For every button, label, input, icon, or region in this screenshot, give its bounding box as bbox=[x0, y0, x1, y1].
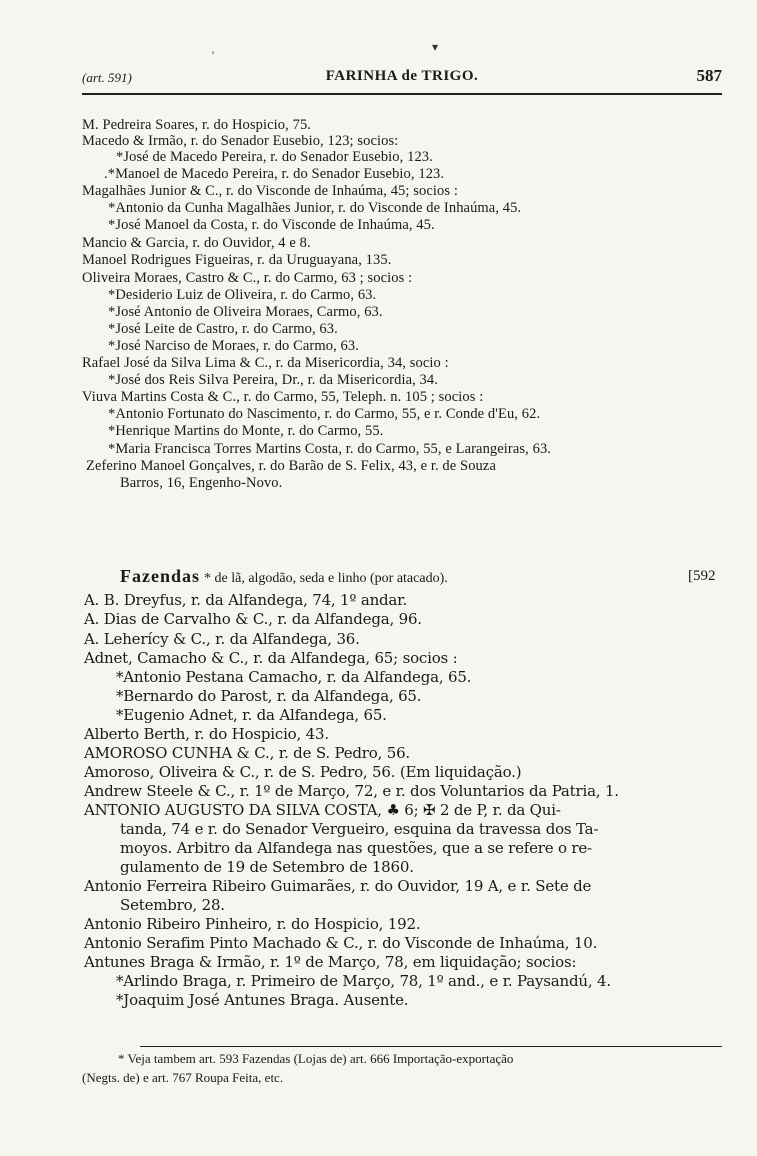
section-heading bbox=[120, 566, 448, 587]
article-reference: (art. 591) bbox=[82, 70, 132, 85]
directory-entry: *José Manoel da Costa, r. do Visconde de Inhaúma, 45. bbox=[108, 217, 435, 233]
directory-entry: Antunes Braga & Irmão, r. 1º de Março, 78, em liquidação; socios: bbox=[84, 953, 577, 971]
directory-entry: *Joaquim José Antunes Braga. Ausente. bbox=[116, 991, 409, 1009]
directory-entry: *José de Macedo Pereira, r. do Senador Eusebio, 123. bbox=[116, 149, 433, 165]
directory-entry: Zeferino Manoel Gonçalves, r. do Barão de S. Felix, 43, e r. de Souza bbox=[86, 458, 496, 474]
footnote-line: * Veja tambem art. 593 Fazendas (Lojas de) art. 666 Importação-exportação bbox=[118, 1051, 514, 1066]
print-mark: ' bbox=[212, 48, 215, 62]
directory-entry: Macedo & Irmão, r. do Senador Eusebio, 123; socios: bbox=[82, 133, 399, 149]
directory-entry: *Arlindo Braga, r. Primeiro de Março, 78, 1º and., e r. Paysandú, 4. bbox=[116, 972, 611, 990]
page-number: 587 bbox=[696, 66, 722, 85]
directory-entry: Oliveira Moraes, Castro & C., r. do Carmo, 63 ; socios : bbox=[82, 270, 413, 286]
directory-entry: Alberto Berth, r. do Hospicio, 43. bbox=[84, 725, 329, 743]
running-header bbox=[82, 66, 722, 90]
directory-entry: Amoroso, Oliveira & C., r. de S. Pedro, 56. (Em liquidação.) bbox=[84, 763, 522, 781]
directory-entry: Rafael José da Silva Lima & C., r. da Misericordia, 34, socio : bbox=[82, 355, 449, 371]
section-title: Fazendas bbox=[120, 566, 200, 586]
directory-entry: *José dos Reis Silva Pereira, Dr., r. da Misericordia, 34. bbox=[108, 372, 438, 388]
directory-entry: A. Dias de Carvalho & C., r. da Alfandega, 96. bbox=[84, 610, 422, 628]
directory-entry: AMOROSO CUNHA & C., r. de S. Pedro, 56. bbox=[84, 744, 410, 762]
section-subtitle: * de lã, algodão, seda e linho (por atacado). bbox=[204, 571, 448, 586]
header-rule bbox=[82, 93, 722, 95]
print-mark: ▾ bbox=[432, 40, 439, 54]
directory-entry: *Antonio Fortunato do Nascimento, r. do Carmo, 55, e r. Conde d'Eu, 62. bbox=[108, 406, 541, 422]
directory-entry: *Desiderio Luiz de Oliveira, r. do Carmo, 63. bbox=[108, 287, 377, 303]
directory-entry: *Antonio Pestana Camacho, r. da Alfandega, 65. bbox=[116, 668, 472, 686]
directory-entry: *Bernardo do Parost, r. da Alfandega, 65. bbox=[116, 687, 422, 705]
directory-entry: .*Manoel de Macedo Pereira, r. do Senador Eusebio, 123. bbox=[104, 166, 445, 182]
directory-entry: Manoel Rodrigues Figueiras, r. da Uruguayana, 135. bbox=[82, 252, 392, 268]
directory-entry: Adnet, Camacho & C., r. da Alfandega, 65; socios : bbox=[84, 649, 458, 667]
directory-entry: Setembro, 28. bbox=[120, 896, 225, 914]
directory-entry: Antonio Ribeiro Pinheiro, r. do Hospicio, 192. bbox=[84, 915, 421, 933]
directory-entry: tanda, 74 e r. do Senador Vergueiro, esquina da travessa dos Ta- bbox=[120, 820, 599, 838]
directory-entry: gulamento de 19 de Setembro de 1860. bbox=[120, 858, 414, 876]
page-title: FARINHA de TRIGO. bbox=[325, 68, 479, 84]
directory-entry: *Henrique Martins do Monte, r. do Carmo, 55. bbox=[108, 423, 384, 439]
directory-entry: Andrew Steele & C., r. 1º de Março, 72, e r. dos Voluntarios da Patria, 1. bbox=[84, 782, 619, 800]
directory-entry: Antonio Serafim Pinto Machado & C., r. do Visconde de Inhaúma, 10. bbox=[84, 934, 598, 952]
directory-entry: ANTONIO AUGUSTO DA SILVA COSTA, ♣ 6; ✠ 2 de P, r. da Qui- bbox=[84, 801, 561, 819]
directory-entry: A. Leherícy & C., r. da Alfandega, 36. bbox=[84, 630, 360, 648]
directory-entry: *José Leite de Castro, r. do Carmo, 63. bbox=[108, 321, 338, 337]
directory-entry: Barros, 16, Engenho-Novo. bbox=[120, 475, 283, 491]
directory-entry: *José Narciso de Moraes, r. do Carmo, 63. bbox=[108, 338, 359, 354]
footnote-line: (Negts. de) e art. 767 Roupa Feita, etc. bbox=[82, 1070, 284, 1085]
directory-entry: Mancio & Garcia, r. do Ouvidor, 4 e 8. bbox=[82, 235, 311, 251]
directory-entry: M. Pedreira Soares, r. do Hospicio, 75. bbox=[82, 117, 312, 133]
section-number: [592 bbox=[688, 568, 716, 584]
directory-entry: A. B. Dreyfus, r. da Alfandega, 74, 1º andar. bbox=[84, 591, 408, 609]
directory-entry: Viuva Martins Costa & C., r. do Carmo, 55, Teleph. n. 105 ; socios : bbox=[82, 389, 484, 405]
directory-entry: *Antonio da Cunha Magalhães Junior, r. do Visconde de Inhaúma, 45. bbox=[108, 200, 522, 216]
directory-entry: *Maria Francisca Torres Martins Costa, r. do Carmo, 55, e Larangeiras, 63. bbox=[108, 441, 552, 457]
footnote-rule bbox=[140, 1046, 722, 1047]
directory-entry: *Eugenio Adnet, r. da Alfandega, 65. bbox=[116, 706, 387, 724]
directory-entry: Magalhães Junior & C., r. do Visconde de Inhaúma, 45; socios : bbox=[82, 183, 458, 199]
directory-entry: moyos. Arbitro da Alfandega nas questões, que a se refere o re- bbox=[120, 839, 592, 857]
directory-entry: Antonio Ferreira Ribeiro Guimarães, r. do Ouvidor, 19 A, e r. Sete de bbox=[84, 877, 592, 895]
directory-entry: *José Antonio de Oliveira Moraes, Carmo, 63. bbox=[108, 304, 383, 320]
